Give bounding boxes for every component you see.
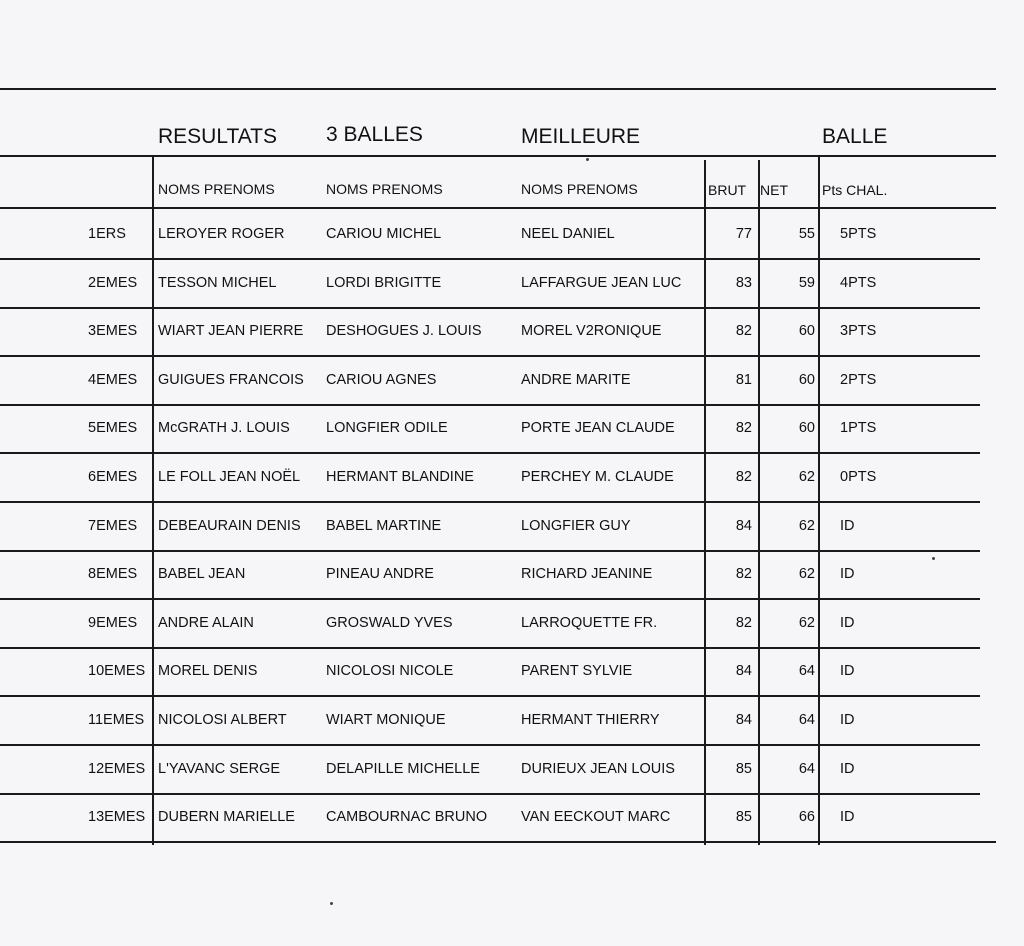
player2-cell: HERMANT BLANDINE [326, 469, 474, 485]
player3-cell: VAN EECKOUT MARC [521, 809, 671, 826]
row-rule [0, 501, 980, 503]
player1-cell: DUBERN MARIELLE [158, 809, 295, 826]
scan-speck [586, 158, 589, 161]
pts-cell: ID [840, 712, 855, 728]
player2-cell: PINEAU ANDRE [326, 566, 434, 583]
rank-cell: 13EMES [88, 809, 146, 826]
brut-cell: 84 [735, 712, 752, 728]
col-header-brut: BRUT [708, 182, 747, 198]
brut-cell: 82 [735, 420, 752, 437]
pts-cell: ID [840, 517, 855, 534]
rank-cell: 11EMES [88, 712, 145, 728]
rule-title [0, 155, 996, 157]
player3-cell: LAFFARGUE JEAN LUC [521, 274, 682, 291]
player3-cell: RICHARD JEANINE [521, 566, 653, 583]
player1-cell: BABEL JEAN [158, 566, 246, 583]
brut-cell: 84 [735, 663, 752, 680]
net-cell: 59 [798, 274, 815, 291]
brut-cell: 85 [735, 760, 752, 777]
rank-cell: 9EMES [88, 614, 138, 631]
player3-cell: PORTE JEAN CLAUDE [521, 420, 675, 437]
player1-cell: MOREL DENIS [158, 663, 258, 680]
title-resultats: RESULTATS [158, 125, 278, 148]
brut-cell: 83 [735, 274, 752, 291]
net-cell: 64 [798, 712, 815, 728]
row-rule [0, 452, 980, 454]
rank-cell: 1ERS [88, 226, 126, 242]
net-cell: 66 [798, 809, 815, 826]
col-divider-net [818, 155, 820, 845]
player3-cell: MOREL V2RONIQUE [521, 323, 662, 340]
player1-cell: LEROYER ROGER [158, 226, 285, 242]
player3-cell: HERMANT THIERRY [521, 712, 660, 728]
pts-cell: ID [840, 566, 855, 583]
brut-cell: 81 [735, 371, 752, 388]
pts-cell: 4PTS [840, 274, 877, 291]
brut-cell: 84 [735, 517, 752, 534]
player1-cell: L'YAVANC SERGE [158, 760, 281, 777]
pts-cell: ID [840, 760, 855, 777]
title-balle: BALLE [822, 125, 888, 148]
row-rule [0, 355, 980, 357]
pts-cell: 5PTS [840, 226, 877, 242]
player3-cell: PARENT SYLVIE [521, 663, 633, 680]
rank-cell: 2EMES [88, 274, 138, 291]
net-cell: 64 [798, 663, 815, 680]
col-header-net: NET [760, 182, 788, 198]
player2-cell: CARIOU MICHEL [326, 226, 442, 242]
col-divider-scores [704, 160, 706, 845]
net-cell: 62 [798, 614, 815, 631]
player2-cell: NICOLOSI NICOLE [326, 663, 454, 680]
net-cell: 60 [798, 371, 815, 388]
net-cell: 60 [798, 420, 815, 437]
player3-cell: ANDRE MARITE [521, 371, 631, 388]
pts-cell: 2PTS [840, 371, 877, 388]
row-rule [0, 744, 980, 746]
pts-cell: 0PTS [840, 469, 877, 485]
player1-cell: DEBEAURAIN DENIS [158, 517, 301, 534]
net-cell: 55 [798, 226, 815, 242]
row-rule [0, 598, 980, 600]
col-divider-brut [758, 160, 760, 845]
col-header-player3: NOMS PRENOMS [521, 181, 638, 197]
scan-speck [330, 902, 333, 905]
player2-cell: LORDI BRIGITTE [326, 274, 442, 291]
player3-cell: PERCHEY M. CLAUDE [521, 469, 674, 485]
brut-cell: 77 [735, 226, 752, 242]
net-cell: 62 [798, 469, 815, 485]
net-cell: 60 [798, 323, 815, 340]
rank-cell: 3EMES [88, 323, 138, 340]
rule-header [0, 207, 996, 209]
rule-top [0, 88, 996, 90]
player2-cell: LONGFIER ODILE [326, 420, 448, 437]
player2-cell: DELAPILLE MICHELLE [326, 760, 480, 777]
player3-cell: DURIEUX JEAN LOUIS [521, 760, 675, 777]
player1-cell: NICOLOSI ALBERT [158, 712, 287, 728]
row-rule [0, 258, 980, 260]
player1-cell: GUIGUES FRANCOIS [158, 371, 304, 388]
row-rule [0, 647, 980, 649]
col-header-pts: Pts CHAL. [822, 182, 888, 198]
player3-cell: LONGFIER GUY [521, 517, 631, 534]
row-rule [0, 793, 980, 795]
pts-cell: 1PTS [840, 420, 877, 437]
title-3-balles: 3 BALLES [326, 123, 423, 146]
scan-speck [932, 557, 935, 560]
net-cell: 62 [798, 566, 815, 583]
pts-cell: 3PTS [840, 323, 877, 340]
net-cell: 64 [798, 760, 815, 777]
player1-cell: WIART JEAN PIERRE [158, 323, 304, 340]
col-divider-rank [152, 155, 154, 845]
rank-cell: 8EMES [88, 566, 138, 583]
rank-cell: 6EMES [88, 469, 138, 485]
rank-cell: 10EMES [88, 663, 146, 680]
col-header-player2: NOMS PRENOMS [326, 181, 443, 197]
row-rule [0, 695, 980, 697]
player2-cell: BABEL MARTINE [326, 517, 442, 534]
rank-cell: 7EMES [88, 517, 138, 534]
player3-cell: NEEL DANIEL [521, 226, 615, 242]
player2-cell: GROSWALD YVES [326, 614, 453, 631]
col-header-player1: NOMS PRENOMS [158, 181, 275, 197]
player2-cell: DESHOGUES J. LOUIS [326, 323, 482, 340]
player3-cell: LARROQUETTE FR. [521, 614, 658, 631]
row-rule [0, 550, 980, 552]
rank-cell: 5EMES [88, 420, 138, 437]
player2-cell: CARIOU AGNES [326, 371, 437, 388]
row-rule [0, 841, 996, 843]
player2-cell: CAMBOURNAC BRUNO [326, 809, 488, 826]
player1-cell: LE FOLL JEAN NOËL [158, 469, 301, 485]
net-cell: 62 [798, 517, 815, 534]
pts-cell: ID [840, 663, 855, 680]
title-meilleure: MEILLEURE [521, 125, 641, 148]
pts-cell: ID [840, 614, 855, 631]
rank-cell: 4EMES [88, 371, 138, 388]
brut-cell: 82 [735, 469, 752, 485]
player1-cell: TESSON MICHEL [158, 274, 277, 291]
player1-cell: ANDRE ALAIN [158, 614, 254, 631]
player2-cell: WIART MONIQUE [326, 712, 446, 728]
brut-cell: 82 [735, 614, 752, 631]
brut-cell: 82 [735, 566, 752, 583]
player1-cell: McGRATH J. LOUIS [158, 420, 290, 437]
row-rule [0, 404, 980, 406]
rank-cell: 12EMES [88, 760, 146, 777]
brut-cell: 82 [735, 323, 752, 340]
pts-cell: ID [840, 809, 855, 826]
row-rule [0, 307, 980, 309]
brut-cell: 85 [735, 809, 752, 826]
